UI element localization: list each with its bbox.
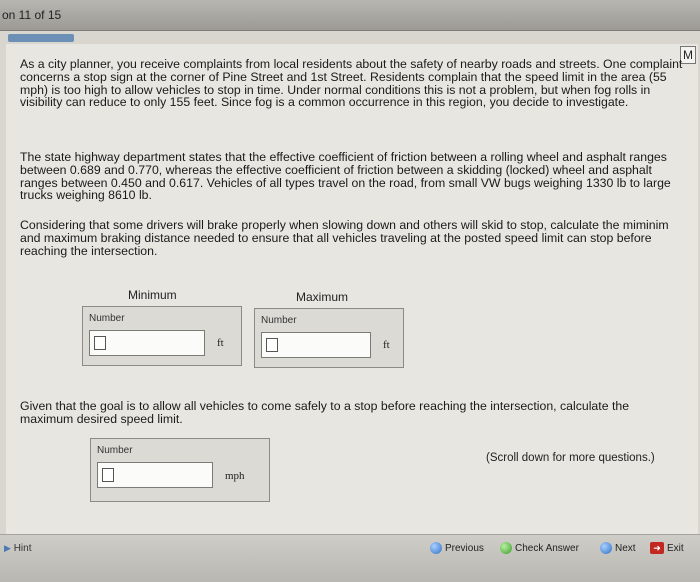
speed-question: Given that the goal is to allow all vehicles to come safely to a stop before reaching the intersection, calculate the maximum desired speed limit. (20, 399, 630, 426)
input-cursor-icon (266, 338, 278, 352)
progress-ribbon (8, 34, 74, 42)
footer-bar (0, 534, 700, 582)
exit-label: Exit (667, 542, 684, 554)
speed-input[interactable] (97, 462, 213, 488)
maximum-input[interactable] (261, 332, 371, 358)
previous-label: Previous (445, 542, 484, 554)
minimum-answer-box (82, 306, 242, 366)
previous-button[interactable] (430, 542, 484, 554)
problem-intro: As a city planner, you receive complaints from local residents about the safety of nearby roads and streets. One complaint concerns a stop sign at the corner of Pine Street and 1st Street. Residents complain that the speed limit in the area (55 mph) is too high to allow vehicles to stop in time. Under normal conditions this is not a problem, but when fog rolls in visibility can reduce to only 155 feet. Since fog is a common occurrence in this region, you decide to investigate. (20, 57, 683, 110)
maximum-answer-box (254, 308, 404, 368)
maximum-heading: Maximum (296, 290, 349, 304)
speed-number-label: Number (97, 445, 133, 456)
exit-icon: ➜ (650, 542, 664, 554)
top-bar (0, 0, 700, 31)
maximum-number-label: Number (261, 315, 297, 326)
question-panel (6, 44, 698, 534)
minimum-unit: ft (217, 337, 224, 349)
problem-task: Considering that some drivers will brake properly when slowing down and others will skid to stop, calculate the miminim and maximum braking distance needed to ensure that all vehicles traveling at the posted speed limit can stop before reaching the intersection. (20, 218, 669, 258)
problem-friction: The state highway department states that the effective coefficient of friction between a rolling wheel and asphalt ranges between 0.689 and 0.770, whereas the effective coefficient of friction between a skidding (locked) wheel and asphalt ranges between 0.450 and 0.617. Vehicles of all types travel on the road, from small VW bugs weighing 1330 lb to large trucks weighing 8610 lb. (20, 150, 671, 203)
speed-answer-box (90, 438, 270, 502)
hint-button[interactable] (4, 543, 32, 554)
scroll-note: (Scroll down for more questions.) (486, 452, 655, 464)
next-label: Next (615, 542, 636, 554)
previous-icon (430, 542, 442, 554)
check-answer-button[interactable] (500, 542, 579, 554)
speed-unit: mph (225, 470, 245, 482)
triangle-right-icon: ▶ (4, 543, 11, 553)
minimum-heading: Minimum (128, 288, 177, 302)
minimum-number-label: Number (89, 313, 125, 324)
question-counter: on 11 of 15 (2, 8, 62, 22)
input-cursor-icon (94, 336, 106, 350)
maximum-unit: ft (383, 339, 390, 351)
check-icon (500, 542, 512, 554)
input-cursor-icon (102, 468, 114, 482)
corner-button[interactable]: M (680, 46, 696, 64)
check-answer-label: Check Answer (515, 542, 579, 554)
minimum-input[interactable] (89, 330, 205, 356)
next-button[interactable] (600, 542, 636, 554)
hint-label: Hint (13, 543, 32, 554)
exit-button[interactable] (650, 542, 684, 554)
next-icon (600, 542, 612, 554)
